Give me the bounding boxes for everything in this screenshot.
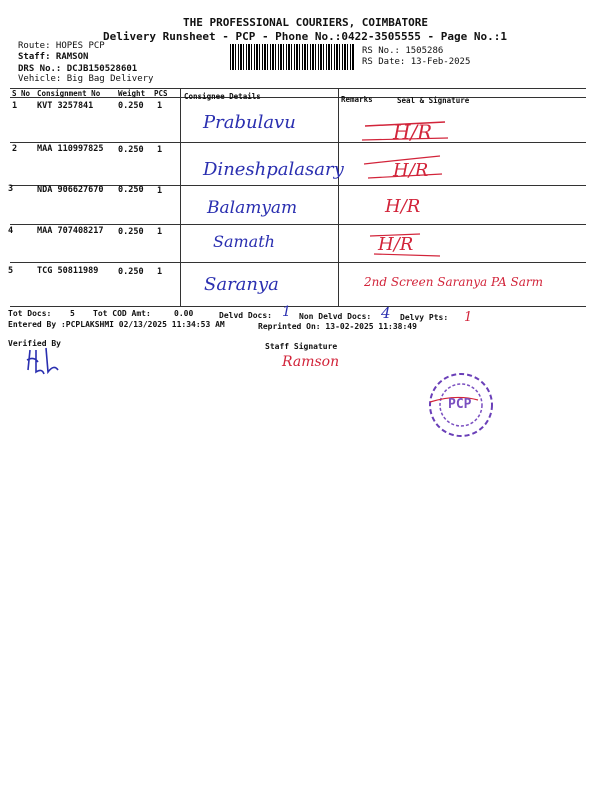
col-header-seal: Seal & Signature [397,96,470,105]
col-header-consignee: Consignee Details [184,92,261,101]
row-consignee-signature: Dineshpalasary [203,159,344,180]
row-sno: 3 [8,184,14,194]
col-header-consignment: Consignment No [37,89,101,98]
row-weight: 0.250 [118,145,144,155]
col-header-pcs: PCS [154,89,168,98]
verified-by-label: Verified By [8,339,61,348]
row-consignment: MAA 110997825 [37,144,104,154]
row-consignment: KVT 3257841 [37,101,94,111]
seal-strokes [360,118,450,298]
reprinted-on: Reprinted On: 13-02-2025 11:38:49 [258,322,417,331]
entered-by: Entered By :PCPLAKSHMI 02/13/2025 11:34:53 AM [8,320,225,329]
row-weight: 0.250 [118,185,144,195]
row-sno: 2 [12,144,18,154]
staff-signature-hand: Ramson [282,354,340,370]
row-sno: 1 [12,101,18,111]
col-header-remarks: Remarks [341,95,373,104]
row-seal-mark: H/R [393,120,433,144]
row-sno: 5 [8,266,14,276]
col-header-weight: Weight [118,89,146,98]
row-consignment: NDA 906627670 [37,185,104,195]
row-seal-mark: H/R [378,234,414,255]
row-seal-mark: H/R [385,196,421,217]
vehicle-info: Vehicle: Big Bag Delivery [18,74,154,84]
row-pcs: 1 [157,101,163,111]
tot-docs-label: Tot Docs: [8,309,52,318]
delvy-pts-value: 1 [464,310,473,325]
row-seal-mark: H/R [393,160,429,181]
row-consignee-signature: Balamyam [207,198,298,218]
delvy-pts-label: Delvy Pts: [400,313,449,322]
row-consignment: TCG 50811989 [37,266,99,276]
row-consignee-signature: Saranya [204,274,279,295]
row-weight: 0.250 [118,227,144,237]
row-pcs: 1 [157,186,163,196]
col-header-sno: S No [12,89,31,98]
rs-date: RS Date: 13-Feb-2025 [362,57,471,67]
row-weight: 0.250 [118,267,144,277]
tot-cod-label: Tot COD Amt: [93,309,151,318]
delvd-docs-label: Delvd Docs: [219,311,272,320]
row-pcs: 1 [157,145,163,155]
verified-by-signature [24,346,64,378]
delvd-docs-value: 1 [282,304,291,320]
barcode [230,44,355,70]
row-consignment: MAA 707408217 [37,226,104,236]
route-info: Route: HOPES PCP [18,41,105,51]
rs-number: RS No.: 1505286 [362,46,444,56]
tot-cod-value: 0.00 [174,309,194,318]
row-consignee-signature: Prabulavu [203,112,296,133]
staff-signature-label: Staff Signature [265,342,338,351]
stamp-text: PCP [448,397,472,412]
row-consignee-signature: Samath [213,232,275,251]
drs-info: DRS No.: DCJB150528601 [18,64,138,74]
row-sno: 4 [8,226,14,236]
non-delvd-docs-value: 4 [381,304,391,322]
staff-info: Staff: RAMSON [18,52,89,62]
runsheet-subtitle: Delivery Runsheet - PCP - Phone No.:0422-3505555 - Page No.:1 [103,30,507,43]
row-seal-mark: 2nd Screen Saranya PA Sarm [364,275,543,289]
tot-docs-value: 5 [70,309,75,318]
row-weight: 0.250 [118,101,144,111]
non-delvd-docs-label: Non Delvd Docs: [299,312,372,321]
row-pcs: 1 [157,227,163,237]
company-title: THE PROFESSIONAL COURIERS, COIMBATORE [183,16,429,29]
row-pcs: 1 [157,267,163,277]
